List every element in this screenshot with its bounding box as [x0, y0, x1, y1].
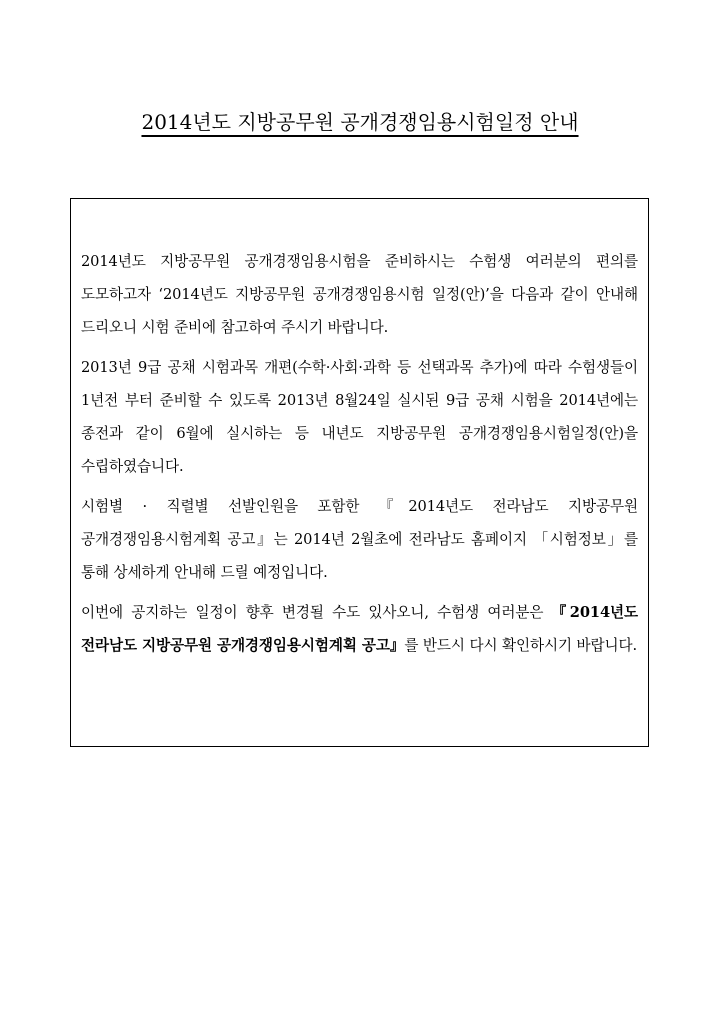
reminder-text-before: 이번에 공지하는 일정이 향후 변경될 수도 있사오니, 수험생 여러분은 — [81, 604, 552, 621]
page-title — [0, 106, 720, 135]
paragraph-announcement-plan: 시험별 · 직렬별 선발인원을 포함한 『2014년도 전라남도 지방공무원 공개경쟁임용시험계획 공고』는 2014년 2월초에 전라남도 홈페이지 「시험정보」를 통해 상세하게 안내해 드릴 예정입니다. — [81, 498, 638, 581]
reminder-text-after: 를 반드시 다시 확인하시기 바랍니다. — [404, 637, 638, 654]
notice-box — [70, 198, 649, 747]
paragraph-reminder — [81, 596, 638, 662]
paragraph-schedule-change: 2013년 9급 공채 시험과목 개편(수학·사회·과학 등 선택과목 추가)에 따라 수험생들이 1년전 부터 준비할 수 있도록 2013년 8월24일 실시된 9급 공채 시험을 2014년에는 종전과 같이 6월에 실시하는 등 내년도 지방공무원 공개경쟁임용시험일정(안)을 수립하였습니다. — [81, 359, 638, 475]
page-title-text: 2014년도 지방공무원 공개경쟁임용시험일정 안내 — [141, 110, 579, 134]
reminder-emphasis: 『2014년도 전라남도 지방공무원 공개경쟁임용시험계획 공고』 — [81, 604, 638, 654]
paragraph-intro: 2014년도 지방공무원 공개경쟁임용시험을 준비하시는 수험생 여러분의 편의를 도모하고자 ‘2014년도 지방공무원 공개경쟁임용시험 일정(안)’을 다음과 같이 안내해 드리오니 시험 준비에 참고하여 주시기 바랍니다. — [81, 253, 638, 336]
